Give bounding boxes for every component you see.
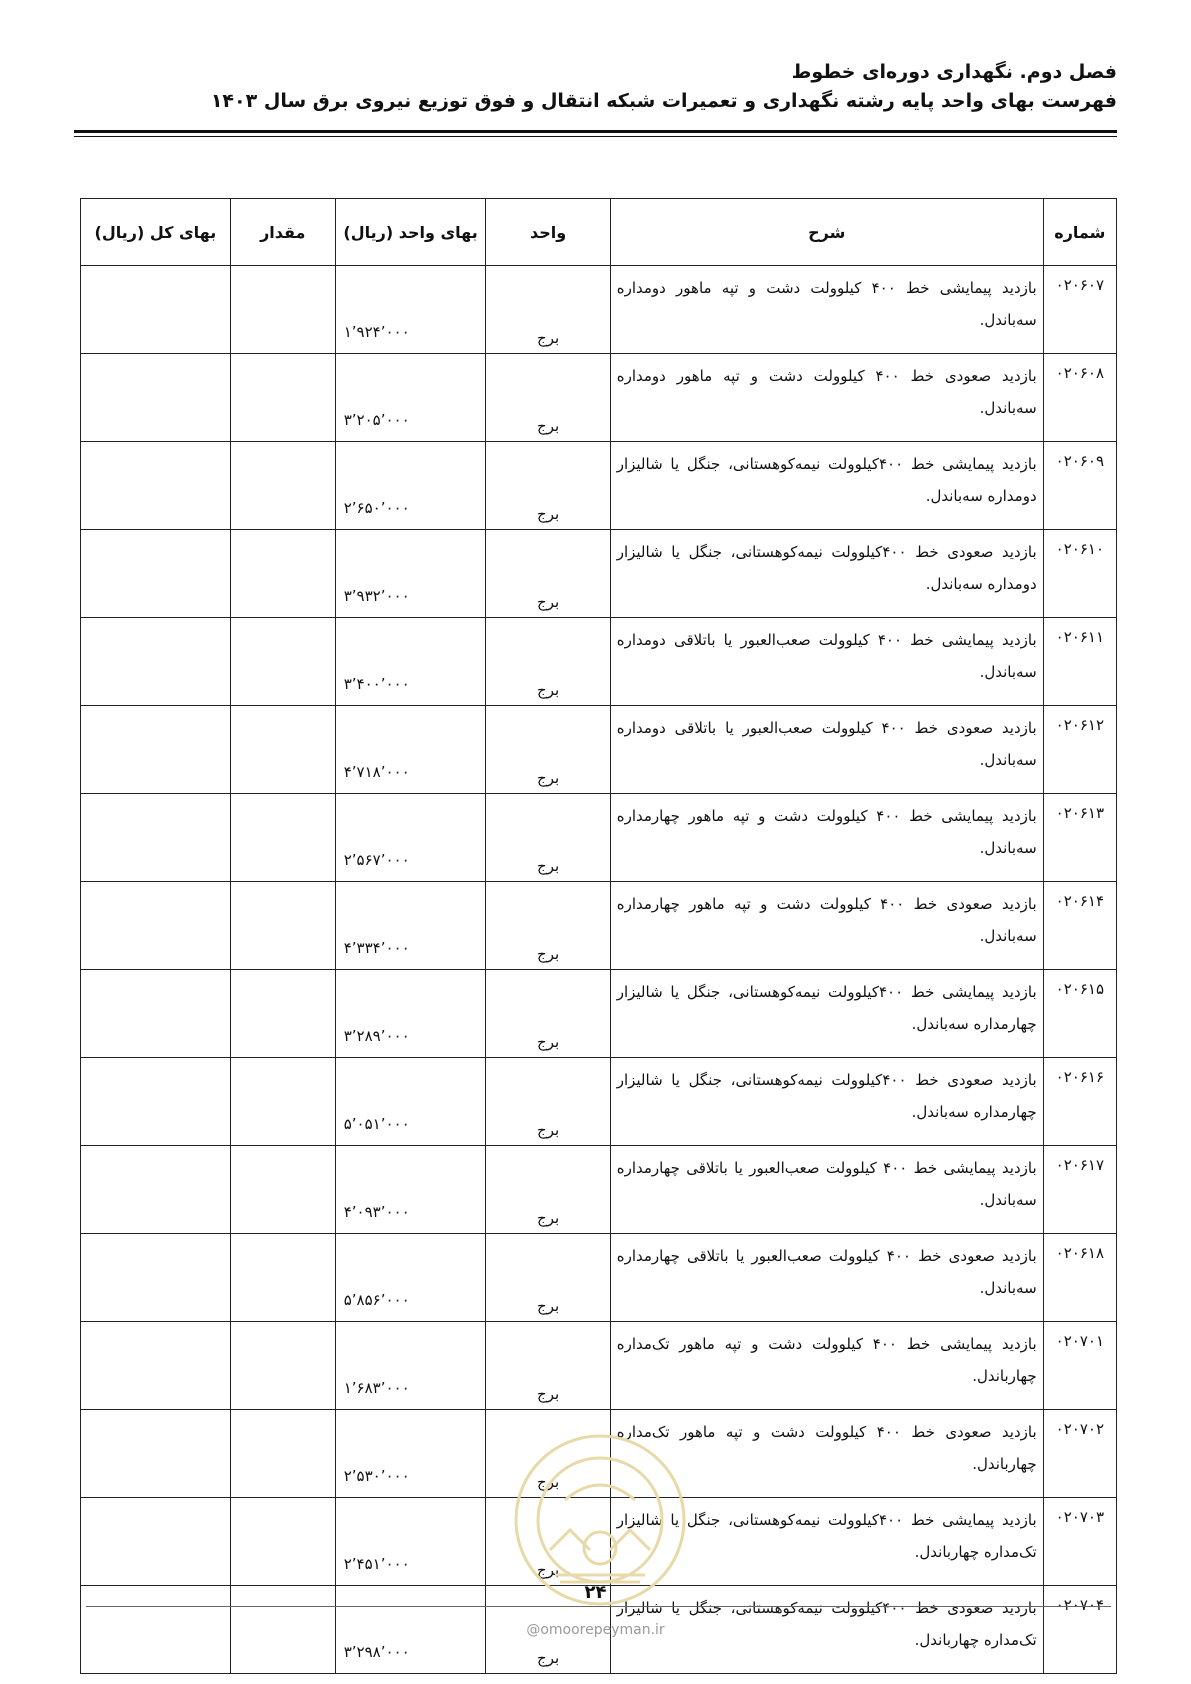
- item-unit: برج: [486, 1234, 610, 1322]
- item-code: ۰۲۰۶۱۳: [1043, 794, 1116, 882]
- item-quantity: [230, 794, 335, 882]
- item-unit-price: ۱٬۶۸۳٬۰۰۰: [335, 1322, 486, 1410]
- page-number: ۲۴: [584, 1582, 607, 1603]
- item-quantity: [230, 1234, 335, 1322]
- table-row: [81, 1146, 1117, 1234]
- item-description: بازدید پیمایشی خط ۴۰۰کیلوولت نیمه‌کوهستانی، جنگل یا شالیزار دومداره سه‌باندل.: [610, 442, 1043, 530]
- item-code: ۰۲۰۶۰۹: [1043, 442, 1116, 530]
- item-quantity: [230, 706, 335, 794]
- item-quantity: [230, 1410, 335, 1498]
- column-header-total-price: بهای کل (ریال): [81, 199, 231, 266]
- item-quantity: [230, 970, 335, 1058]
- item-code: ۰۲۰۷۰۲: [1043, 1410, 1116, 1498]
- item-description: بازدید صعودی خط ۴۰۰ کیلوولت دشت و تپه ماهور چهارمداره سه‌باندل.: [610, 882, 1043, 970]
- item-quantity: [230, 1498, 335, 1586]
- item-unit: برج: [486, 1146, 610, 1234]
- item-unit: برج: [486, 530, 610, 618]
- item-total-price: [81, 266, 231, 354]
- item-code: ۰۲۰۶۱۷: [1043, 1146, 1116, 1234]
- item-code: ۰۲۰۶۱۶: [1043, 1058, 1116, 1146]
- page-header: [74, 58, 1117, 116]
- column-header-unit: واحد: [486, 199, 610, 266]
- table-row: [81, 882, 1117, 970]
- column-header-quantity: مقدار: [230, 199, 335, 266]
- item-unit: برج: [486, 266, 610, 354]
- item-total-price: [81, 354, 231, 442]
- item-unit-price: ۵٬۰۵۱٬۰۰۰: [335, 1058, 486, 1146]
- table-row: [81, 1498, 1117, 1586]
- item-description: بازدید پیمایشی خط ۴۰۰ کیلوولت صعب‌العبور یا باتلاقی دومداره سه‌باندل.: [610, 618, 1043, 706]
- item-description: بازدید پیمایشی خط ۴۰۰ کیلوولت دشت و تپه ماهور تک‌مداره چهارباندل.: [610, 1322, 1043, 1410]
- item-quantity: [230, 1146, 335, 1234]
- item-description: بازدید پیمایشی خط ۴۰۰کیلوولت نیمه‌کوهستانی، جنگل یا شالیزار تک‌مداره چهارباندل.: [610, 1498, 1043, 1586]
- item-description: بازدید پیمایشی خط ۴۰۰کیلوولت نیمه‌کوهستانی، جنگل یا شالیزار چهارمداره سه‌باندل.: [610, 970, 1043, 1058]
- table-row: [81, 970, 1117, 1058]
- item-total-price: [81, 1322, 231, 1410]
- item-unit-price: ۴٬۷۱۸٬۰۰۰: [335, 706, 486, 794]
- item-total-price: [81, 530, 231, 618]
- item-quantity: [230, 1322, 335, 1410]
- item-unit-price: ۳٬۹۳۲٬۰۰۰: [335, 530, 486, 618]
- table-row: [81, 1410, 1117, 1498]
- item-unit: برج: [486, 618, 610, 706]
- item-description: بازدید صعودی خط ۴۰۰ کیلوولت دشت و تپه ماهور دومداره سه‌باندل.: [610, 354, 1043, 442]
- item-quantity: [230, 266, 335, 354]
- website-watermark: @omoorepeyman.ir: [526, 1622, 665, 1638]
- item-description: بازدید صعودی خط ۴۰۰ کیلوولت صعب‌العبور یا باتلاقی چهارمداره سه‌باندل.: [610, 1234, 1043, 1322]
- price-list-table: [80, 198, 1117, 1674]
- item-unit: برج: [486, 354, 610, 442]
- item-unit-price: ۲٬۶۵۰٬۰۰۰: [335, 442, 486, 530]
- item-unit-price: ۵٬۸۵۶٬۰۰۰: [335, 1234, 486, 1322]
- column-header-unit-price: بهای واحد (ریال): [335, 199, 486, 266]
- item-unit-price: ۳٬۲۹۸٬۰۰۰: [335, 1586, 486, 1674]
- item-unit-price: ۲٬۵۳۰٬۰۰۰: [335, 1410, 486, 1498]
- item-code: ۰۲۰۷۰۳: [1043, 1498, 1116, 1586]
- column-header-code: شماره: [1043, 199, 1116, 266]
- item-code: ۰۲۰۷۰۱: [1043, 1322, 1116, 1410]
- item-code: ۰۲۰۶۱۲: [1043, 706, 1116, 794]
- table-row: [81, 266, 1117, 354]
- item-description: بازدید صعودی خط ۴۰۰کیلوولت نیمه‌کوهستانی، جنگل یا شالیزار تک‌مداره چهارباندل.: [610, 1586, 1043, 1674]
- column-header-description: شرح: [610, 199, 1043, 266]
- item-description: بازدید صعودی خط ۴۰۰ کیلوولت دشت و تپه ماهور تک‌مداره چهارباندل.: [610, 1410, 1043, 1498]
- chapter-title: فصل دوم. نگهداری دوره‌ای خطوط: [791, 61, 1117, 83]
- item-total-price: [81, 970, 231, 1058]
- table-row: [81, 354, 1117, 442]
- item-description: بازدید پیمایشی خط ۴۰۰ کیلوولت صعب‌العبور یا باتلاقی چهارمداره سه‌باندل.: [610, 1146, 1043, 1234]
- item-unit: برج: [486, 706, 610, 794]
- item-description: بازدید پیمایشی خط ۴۰۰ کیلوولت دشت و تپه ماهور دومداره سه‌باندل.: [610, 266, 1043, 354]
- item-code: ۰۲۰۶۱۸: [1043, 1234, 1116, 1322]
- item-unit-price: ۴٬۳۳۴٬۰۰۰: [335, 882, 486, 970]
- item-description: بازدید صعودی خط ۴۰۰کیلوولت نیمه‌کوهستانی، جنگل یا شالیزار چهارمداره سه‌باندل.: [610, 1058, 1043, 1146]
- item-unit: برج: [486, 1498, 610, 1586]
- item-unit: برج: [486, 1410, 610, 1498]
- table-row: [81, 442, 1117, 530]
- item-unit: برج: [486, 442, 610, 530]
- item-code: ۰۲۰۶۰۸: [1043, 354, 1116, 442]
- item-unit-price: ۳٬۲۰۵٬۰۰۰: [335, 354, 486, 442]
- item-total-price: [81, 1410, 231, 1498]
- item-code: ۰۲۰۶۱۱: [1043, 618, 1116, 706]
- item-quantity: [230, 354, 335, 442]
- table-row: [81, 530, 1117, 618]
- item-total-price: [81, 1146, 231, 1234]
- item-unit-price: ۴٬۰۹۳٬۰۰۰: [335, 1146, 486, 1234]
- table-row: [81, 1234, 1117, 1322]
- item-total-price: [81, 882, 231, 970]
- item-total-price: [81, 1058, 231, 1146]
- header-rule-thin: [74, 136, 1117, 137]
- footer-rule: [86, 1606, 1111, 1607]
- item-code: ۰۲۰۶۱۰: [1043, 530, 1116, 618]
- item-unit-price: ۳٬۴۰۰٬۰۰۰: [335, 618, 486, 706]
- item-total-price: [81, 1498, 231, 1586]
- table-header-row: [81, 199, 1117, 266]
- item-unit-price: ۲٬۴۵۱٬۰۰۰: [335, 1498, 486, 1586]
- item-unit-price: ۲٬۵۶۷٬۰۰۰: [335, 794, 486, 882]
- item-code: ۰۲۰۶۰۷: [1043, 266, 1116, 354]
- item-quantity: [230, 618, 335, 706]
- item-total-price: [81, 442, 231, 530]
- item-description: بازدید صعودی خط ۴۰۰ کیلوولت صعب‌العبور یا باتلاقی دومداره سه‌باندل.: [610, 706, 1043, 794]
- item-description: بازدید پیمایشی خط ۴۰۰ کیلوولت دشت و تپه ماهور چهارمداره سه‌باندل.: [610, 794, 1043, 882]
- item-unit: برج: [486, 1322, 610, 1410]
- item-total-price: [81, 794, 231, 882]
- item-quantity: [230, 882, 335, 970]
- item-unit-price: ۱٬۹۲۴٬۰۰۰: [335, 266, 486, 354]
- item-unit-price: ۳٬۲۸۹٬۰۰۰: [335, 970, 486, 1058]
- item-description: بازدید صعودی خط ۴۰۰کیلوولت نیمه‌کوهستانی، جنگل یا شالیزار دومداره سه‌باندل.: [610, 530, 1043, 618]
- table-row: [81, 618, 1117, 706]
- item-total-price: [81, 706, 231, 794]
- item-unit: برج: [486, 1058, 610, 1146]
- table-row: [81, 794, 1117, 882]
- item-unit: برج: [486, 970, 610, 1058]
- table-row: [81, 1058, 1117, 1146]
- table-row: [81, 706, 1117, 794]
- item-unit: برج: [486, 1586, 610, 1674]
- item-quantity: [230, 530, 335, 618]
- item-total-price: [81, 1234, 231, 1322]
- item-code: ۰۲۰۷۰۴: [1043, 1586, 1116, 1674]
- item-code: ۰۲۰۶۱۵: [1043, 970, 1116, 1058]
- item-code: ۰۲۰۶۱۴: [1043, 882, 1116, 970]
- item-total-price: [81, 618, 231, 706]
- item-unit: برج: [486, 882, 610, 970]
- item-unit: برج: [486, 794, 610, 882]
- item-quantity: [230, 442, 335, 530]
- item-quantity: [230, 1058, 335, 1146]
- document-title: فهرست بهای واحد پایه رشته نگهداری و تعمیرات شبکه انتقال و فوق توزیع نیروی برق سال ۱۴۰۳: [210, 90, 1117, 112]
- header-rule-thick: [74, 130, 1117, 133]
- table-row: [81, 1322, 1117, 1410]
